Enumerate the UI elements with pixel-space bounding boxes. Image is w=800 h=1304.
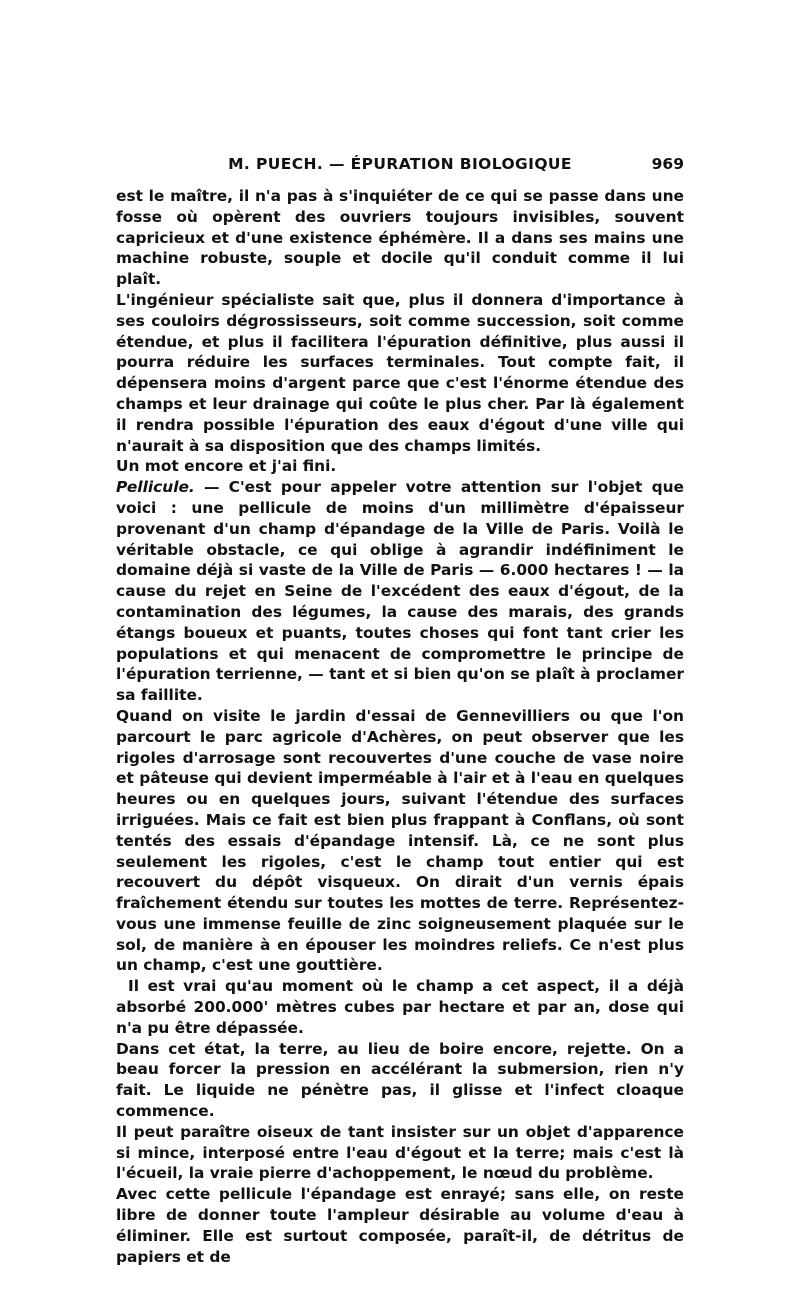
page-number: 969	[651, 155, 684, 173]
paragraph-9	[116, 1184, 684, 1267]
paragraph-8-text: Il peut paraître oiseux de tant insister sur un objet d'apparence si mince, interposé entre l'eau d'égout et la terre; mais c'est là l'écueil, la vraie pierre d'achoppement, le nœud du problème.	[116, 1122, 684, 1183]
paragraph-1-text: est le maître, il n'a pas à s'inquiéter de ce qui se passe dans une fosse où opèrent des ouvriers toujours invisibles, souvent capricieux et d'une existence éphémère. Il a dans ses mains une machine robuste, souple et docile qu'il conduit comme il lui plaît.	[116, 187, 684, 289]
paragraph-6	[116, 976, 684, 1038]
paragraph-5	[116, 706, 684, 976]
paragraph-6-text: Il est vrai qu'au moment où le champ a cet aspect, il a déjà absorbé 200.000' mètres cubes par hectare et par an, dose qui n'a pu être dépassée.	[116, 977, 684, 1037]
paragraph-5-text: Quand on visite le jardin d'essai de Gennevilliers ou que l'on parcourt le parc agricole d'Achères, on peut observer que les rigoles d'arrosage sont recouvertes d'une couche de vase noire et pâteuse qui devient imperméable à l'air et à l'eau en quelques heures ou en quelques jours, suivant l'étendue des surfaces irriguées. Mais ce fait est bien plus frappant à Conflans, où sont tentés des essais d'épandage intensif. Là, ce ne sont plus seulement les rigoles, c'est le champ tout entier qui est recouvert du dépôt visqueux. On dirait d'un vernis épais fraîchement étendu sur toutes les mottes de terre. Représentez-vous une immense feuille de zinc soigneusement plaquée sur le sol, de manière à en épouser les moindres reliefs. Ce n'est plus un champ, c'est une gouttière.	[116, 706, 684, 975]
running-title: M. PUECH. — ÉPURATION BIOLOGIQUE	[228, 155, 572, 173]
body-text	[116, 186, 684, 1267]
paragraph-1	[116, 186, 684, 290]
paragraph-4-lead: Pellicule.	[116, 478, 195, 497]
paragraph-2	[116, 290, 684, 456]
paragraph-7-text: Dans cet état, la terre, au lieu de boire encore, rejette. On a beau forcer la pression en accélérant la submersion, rien n'y fait. Le liquide ne pénètre pas, il glisse et l'infect cloaque commence.	[116, 1039, 684, 1121]
paragraph-4	[116, 477, 684, 706]
paragraph-9-text: Avec cette pellicule l'épandage est enrayé; sans elle, on reste libre de donner toute l'ampleur désirable au volume d'eau à éliminer. Elle est surtout composée, paraît-il, de détritus de papiers et de	[116, 1185, 684, 1266]
running-head	[116, 152, 684, 176]
paragraph-7	[116, 1039, 684, 1122]
paragraph-3	[116, 456, 684, 477]
paragraph-2-text: L'ingénieur spécialiste sait que, plus il donnera d'importance à ses couloirs dégrossisseurs, soit comme succession, soit comme étendue, et plus il facilitera l'épuration définitive, plus aussi il pourra réduire les surfaces terminales. Tout compte fait, il dépensera moins d'argent parce que c'est l'énorme étendue des champs et leur drainage qui coûte le plus cher. Par là également il rendra possible l'épuration des eaux d'égout d'une ville qui n'aurait à sa disposition que des champs limités.	[116, 290, 684, 455]
paragraph-4-text: — C'est pour appeler votre attention sur l'objet que voici : une pellicule de moins d'un millimètre d'épaisseur provenant d'un champ d'épandage de la Ville de Paris. Voilà le véritable obstacle, ce qui oblige à agrandir indéfiniment le domaine déjà si vaste de la Ville de Paris — 6.000 hectares ! — la cause du rejet en Seine de l'excédent des eaux d'égout, de la contamination des légumes, la cause des marais, des grands étangs boueux et puants, toutes choses qui font tant crier les populations et qui menacent de compromettre le principe de l'épuration terrienne, — tant et si bien qu'on se plaît à proclamer sa faillite.	[116, 478, 684, 705]
paragraph-8	[116, 1122, 684, 1184]
paragraph-3-text: Un mot encore et j'ai fini.	[116, 457, 337, 476]
